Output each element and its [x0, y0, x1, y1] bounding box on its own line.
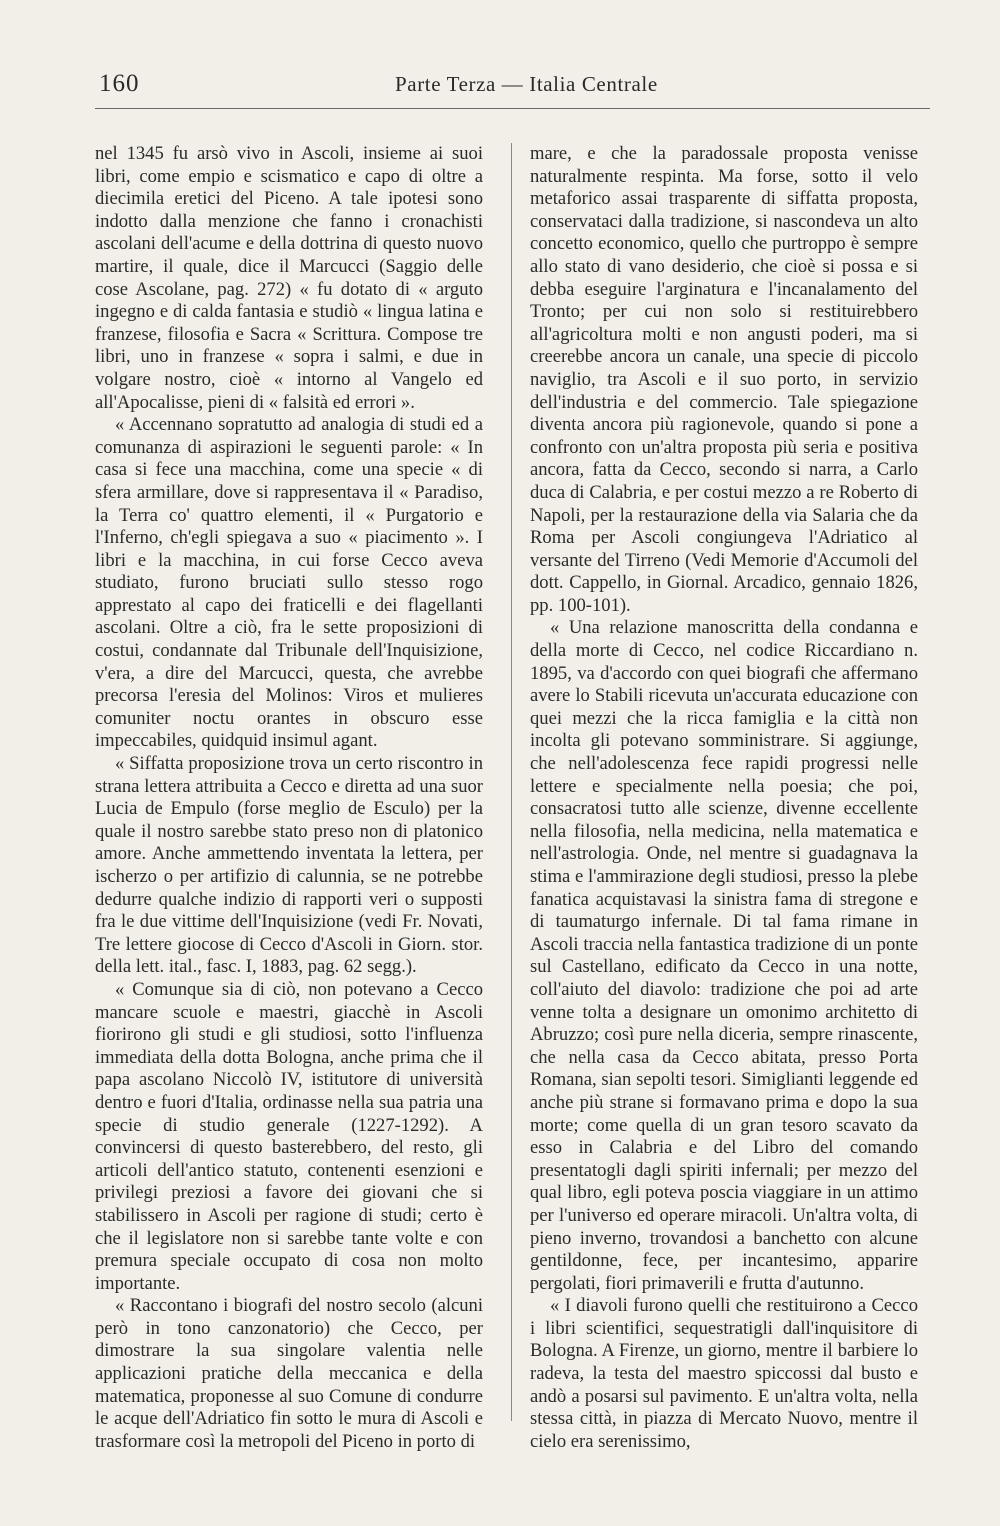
paragraph: nel 1345 fu arsò vivo in Ascoli, insieme ai suoi libri, come empio e scismatico e capo di oltre a diecimila eretici del Piceno. A tale ipotesi sono indotto dalla menzione che fanno i cronachisti ascolani dell'acume e della dottrina di questo nuovo martire, il quale, dice il Marcucci (Saggio delle cose Ascolane, pag. 272) « fu dotato di « arguto ingegno e di calda fantasia e studiò « lingua latina e franzese, filosofia e Sacra « Scrittura. Compose tre libri, uno in franzese « sopra i salmi, e due in volgare nostro, cioè « intorno al Vangelo ed all'Apocalisse, pieni di « falsità ed errori ». [95, 143, 483, 413]
header-rule [95, 108, 930, 109]
paragraph: « Siffatta proposizione trova un certo riscontro in strana lettera attribuita a Cecco e diretta ad una suor Lucia de Empulo (forse meglio de Esculo) per la quale il nostro sarebbe stato preso non di platonico amore. Anche ammettendo inventata la lettera, per ischerzo o per artifizio di calunnia, se ne potrebbe dedurre qualche indizio di rapporti veri o supposti fra le due vittime dell'Inquisizione (vedi Fr. Novati, Tre lettere giocose di Cecco d'Ascoli in Giorn. stor. della lett. ital., fasc. I, 1883, pag. 62 segg.). [95, 753, 483, 978]
column-divider [511, 143, 512, 1421]
paragraph: « Raccontano i biografi del nostro secolo (alcuni però in tono canzonatorio) che Cecco, per dimostrare la sua singolare valentia nelle applicazioni pratiche della meccanica e della matematica, proponesse al suo Comune di condurre le acque dell'Adriatico fin sotto le mura di Ascoli e trasformare così la metropoli del Piceno in porto di [95, 1295, 483, 1452]
left-column [95, 143, 483, 1453]
page-number: 160 [99, 70, 140, 97]
paragraph: mare, e che la paradossale proposta venisse naturalmente respinta. Ma forse, sotto il velo metaforico assai trasparente di siffatta proposta, conservataci dalla tradizione, si nascondeva un alto concetto economico, quello che purtroppo è sempre allo stato di vano desiderio, che cioè si possa e si debba eseguire l'arginatura e l'incanalamento del Tronto; per cui non solo si restituirebbero all'agricoltura molti e non angusti poderi, ma si creerebbe ancora un canale, una specie di piccolo naviglio, tra Ascoli e il suo porto, in servizio dell'industria e del commercio. Tale spiegazione diventa ancora più ragionevole, quando si pone a confronto con un'altra proposta più seria e positiva ancora, fatta da Cecco, secondo si narra, a Carlo duca di Calabria, e per costui mezzo a re Roberto di Napoli, per la restaurazione della via Salaria che da Roma per Ascoli congiungeva l'Adriatico al versante del Tirreno (Vedi Memorie d'Accumoli del dott. Cappello, in Giornal. Arcadico, gennaio 1826, pp. 100-101). [530, 143, 918, 616]
right-column [530, 143, 918, 1453]
paragraph: « Accennano sopratutto ad analogia di studi ed a comunanza di aspirazioni le seguenti parole: « In casa si fece una macchina, come una specie « di sfera armillare, dove si rappresentava il « Paradiso, la Terra co' quattro elementi, il « Purgatorio e l'Inferno, ch'egli spiegava a suo « piacimento ». I libri e la macchina, in cui forse Cecco aveva studiato, furono bruciati sullo stesso rogo apprestato al capo dei fraticelli e dei flagellanti ascolani. Oltre a ciò, fra le sette proposizioni di costui, condannate dal Tribunale dell'Inquisizione, v'era, a dire del Marcucci, questa, che avrebbe precorsa l'eresia del Molinos: Viros et mulieres comuniter noctu orantes in obscuro esse impeccabiles, quidquid insimul agant. [95, 414, 483, 752]
paragraph: « Comunque sia di ciò, non potevano a Cecco mancare scuole e maestri, giacchè in Ascoli fiorirono gli studi e gli studiosi, sotto l'influenza immediata della dotta Bologna, anche prima che il papa ascolano Niccolò IV, istitutore di università dentro e fuori d'Italia, ordinasse nella sua patria una specie di studio generale (1227-1292). A convincersi di questo basterebbero, del resto, gli articoli dell'antico statuto, contenenti esenzioni e privilegi preziosi a favore dei giovani che si stabilissero in Ascoli per ragione di studi; certo è che il legislatore non si sarebbe tante volte e con premura speciale occupato di cosa non molto importante. [95, 978, 483, 1294]
running-title: Parte Terza — Italia Centrale [395, 72, 658, 96]
paragraph: « Una relazione manoscritta della condanna e della morte di Cecco, nel codice Riccardiano n. 1895, va d'accordo con quei biografi che affermano avere lo Stabili ricevuta un'accurata educazione con quei mezzi che la ricca famiglia e la città non incolta gli potevano somministrare. Si aggiunge, che nell'adolescenza fece rapidi progressi nelle lettere e specialmente nella poesia; che poi, consacratosi tutto alle scienze, divenne eccellente nella filosofia, nella medicina, nella matematica e nell'astrologia. Onde, nel mentre si guadagnava la stima e l'ammirazione degli studiosi, presso la plebe fanatica acquistavasi la sinistra fama di stregone e di taumaturgo infernale. Di tal fama rimane in Ascoli traccia nella fantastica tradizione di un ponte sul Castellano, edificato da Cecco in una notte, coll'aiuto del diavolo: tradizione che poi ad arte venne tolta a designare un omonimo architetto di Abruzzo; così pure nella diceria, sempre rinascente, che nella casa da Cecco abitata, presso Porta Romana, sian sepolti tesori. Simiglianti leggende ed anche più strane si formavano prima e dopo la sua morte; come quella di un gran tesoro scavato da esso in Calabria e del Libro del comando presentatogli dagli spiriti infernali; per mezzo del qual libro, egli poteva poscia viaggiare in un attimo per l'universo ed operare miracoli. Un'altra volta, di pieno inverno, trovandosi a banchetto con alcune gentildonne, fece, per incantesimo, apparire pergolati, fiori primaverili e frutta d'autunno. [530, 617, 918, 1294]
paragraph: « I diavoli furono quelli che restituirono a Cecco i libri scientifici, sequestratigli dall'inquisitore di Bologna. A Firenze, un giorno, mentre il barbiere lo radeva, la testa del maestro spiccossi dal busto e andò a posarsi sul pavimento. E un'altra volta, nella stessa città, in piazza di Mercato Nuovo, mentre il cielo era serenissimo, [530, 1295, 918, 1452]
page-header [95, 68, 930, 102]
